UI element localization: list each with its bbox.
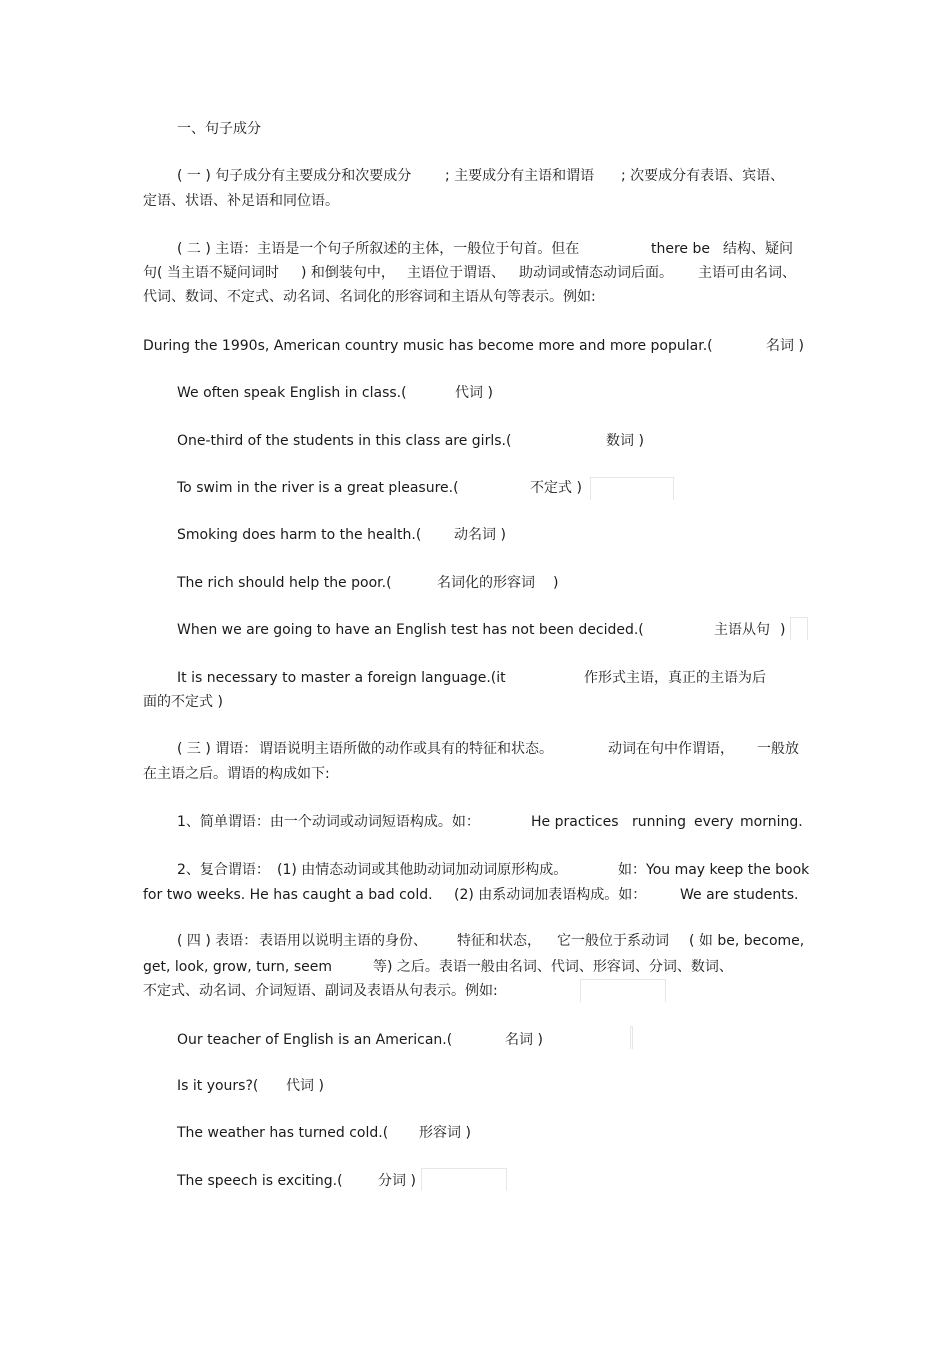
faint-box-artifact: [630, 1026, 633, 1049]
example-sentence: The weather has turned cold.(: [177, 1125, 389, 1141]
example-sentence: It is necessary to master a foreign language.(it: [177, 670, 506, 686]
text-segment: (2) 由系动词加表语构成。如：: [454, 887, 647, 903]
text-segment: morning.: [740, 814, 803, 830]
text-segment: (1) 由情态动词或其他助动词加动词原形构成。: [277, 862, 568, 878]
text-segment: ) 和倒装句中，: [301, 265, 395, 281]
example-annotation: 名词 ): [505, 1032, 543, 1048]
text-segment: 2、复合谓语：: [177, 862, 270, 878]
example-annotation: 动名词 ): [454, 527, 506, 543]
text-segment: He practices: [531, 814, 619, 830]
faint-box-artifact: [421, 1168, 507, 1191]
text-segment: ( 如 be, become,: [689, 933, 805, 949]
faint-box-artifact: [590, 477, 674, 500]
text-segment: 它一般位于系动词: [557, 933, 669, 949]
text-segment: 句( 当主语不疑问词时: [143, 265, 279, 281]
text-segment: 表语用以说明主语的身份、: [259, 933, 427, 949]
example-sentence: The speech is exciting.(: [177, 1173, 343, 1189]
text-segment: 主语位于谓语、: [407, 265, 505, 281]
example-annotation: 主语从句: [714, 622, 770, 638]
text-segment: get, look, grow, turn, seem: [143, 959, 332, 975]
text-line: 不定式、动名词、介词短语、副词及表语从句表示。例如:: [143, 983, 498, 999]
text-line: 代词、数词、不定式、动名词、名词化的形容词和主语从句等表示。例如:: [143, 289, 596, 305]
text-segment: ( 一 ) 句子成分有主要成分和次要成分: [177, 168, 412, 184]
text-segment: 一般放: [757, 741, 799, 757]
example-sentence: One-third of the students in this class are girls.(: [177, 433, 512, 449]
text-segment: 1、简单谓语：由一个动词或动词短语构成。如：: [177, 814, 480, 830]
example-annotation-close: ): [780, 622, 786, 638]
text-segment: for two weeks. He has caught a bad cold.: [143, 887, 433, 903]
text-segment: 主语可由名词、: [698, 265, 796, 281]
text-segment: 结构、疑问: [723, 241, 793, 257]
example-line-continued: 面的不定式 ): [143, 694, 223, 710]
text-segment: ( 二 ) 主语：主语是一个句子所叙述的主体，一般位于句首。但在: [177, 241, 580, 257]
text-segment: 动词在句中作谓语，: [608, 741, 734, 757]
text-segment: every: [694, 814, 734, 830]
text-segment: 助动词或情态动词后面。: [519, 265, 673, 281]
text-segment: 谓语说明主语所做的动作或具有的特征和状态。: [259, 741, 553, 757]
example-sentence: Our teacher of English is an American.(: [177, 1032, 453, 1048]
example-sentence: When we are going to have an English test has not been decided.(: [177, 622, 644, 638]
example-annotation: 名词化的形容词: [437, 575, 535, 591]
text-segment: We are students.: [680, 887, 799, 903]
example-sentence: Is it yours?(: [177, 1078, 259, 1094]
example-sentence: Smoking does harm to the health.(: [177, 527, 422, 543]
text-segment: ; 主要成分有主语和谓语: [445, 168, 595, 184]
faint-box-artifact: [790, 617, 808, 640]
example-annotation: 不定式 ): [530, 480, 582, 496]
example-annotation-close: ): [553, 575, 559, 591]
example-annotation: 作形式主语，真正的主语为后: [584, 670, 766, 686]
section-heading: 一、句子成分: [177, 121, 261, 137]
text-line: 定语、状语、补足语和同位语。: [143, 193, 339, 209]
text-segment: 等) 之后。表语一般由名词、代词、形容词、分词、数词、: [373, 959, 733, 975]
example-annotation: 数词 ): [606, 433, 644, 449]
faint-box-artifact: [580, 979, 666, 1002]
text-segment: ( 四 ) 表语：: [177, 933, 258, 949]
text-line: 在主语之后。谓语的构成如下:: [143, 766, 330, 782]
example-annotation: 代词 ): [286, 1078, 324, 1094]
example-annotation: 代词 ): [455, 385, 493, 401]
text-segment: ; 次要成分有表语、宾语、: [621, 168, 785, 184]
text-segment: there be: [651, 241, 710, 257]
text-segment: ( 三 ) 谓语：: [177, 741, 258, 757]
example-sentence: During the 1990s, American country music has become more and more popular.(: [143, 338, 713, 354]
example-sentence: The rich should help the poor.(: [177, 575, 392, 591]
example-annotation: 名词 ): [766, 338, 804, 354]
text-segment: 如：You may keep the book: [618, 862, 810, 878]
text-segment: running: [632, 814, 687, 830]
example-annotation: 分词 ): [378, 1173, 416, 1189]
example-annotation: 形容词 ): [419, 1125, 471, 1141]
example-sentence: To swim in the river is a great pleasure.(: [177, 480, 459, 496]
example-sentence: We often speak English in class.(: [177, 385, 407, 401]
text-segment: 特征和状态，: [457, 933, 541, 949]
